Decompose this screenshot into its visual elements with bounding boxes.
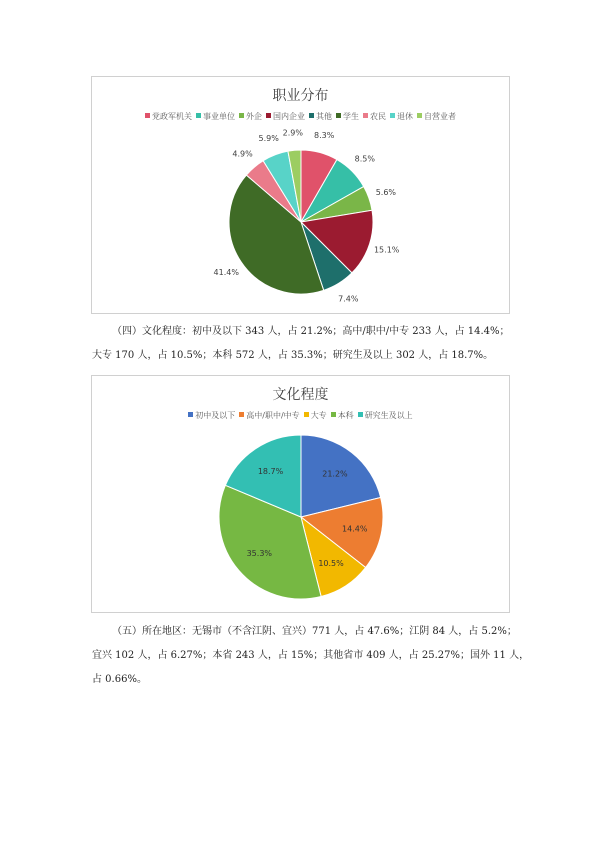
data-label: 35.3% [246, 548, 273, 558]
chart-title: 职业分布 [272, 88, 329, 104]
data-label: 18.7% [257, 467, 284, 477]
data-label: 14.4% [342, 524, 368, 534]
education-chart [91, 375, 510, 613]
legend-label: 农民 [370, 112, 386, 121]
pie-chart-svg [92, 77, 509, 313]
data-label: 15.1% [373, 245, 400, 255]
data-label: 10.5% [318, 559, 344, 569]
paragraph-line: （四）文化程度：初中及以下 343 人，占 21.2%；高中/职中/中专 233 人，占 14.4%； [112, 326, 510, 337]
pie-chart-svg [92, 376, 509, 612]
legend-label: 学生 [343, 112, 359, 121]
occupation-chart [91, 76, 510, 314]
education-paragraph [92, 320, 512, 368]
legend-label: 其他 [316, 112, 332, 121]
data-label: 8.3% [314, 131, 335, 141]
data-label: 41.4% [213, 268, 239, 278]
legend-label: 党政军机关 [152, 112, 192, 121]
legend-label: 国内企业 [273, 112, 305, 121]
data-label: 7.4% [338, 294, 359, 304]
legend-label: 高中/职中/中专 [246, 411, 300, 420]
legend-label: 外企 [246, 112, 262, 121]
legend-label: 事业单位 [203, 112, 235, 121]
legend-label: 退休 [397, 112, 413, 121]
legend-label: 初中及以下 [195, 411, 236, 420]
data-label: 2.9% [282, 128, 303, 138]
paragraph-line: 大专 170 人，占 10.5%；本科 572 人，占 35.3%；研究生及以上 302 人，占 18.7%。 [92, 350, 494, 361]
data-label: 21.2% [322, 469, 348, 479]
data-label: 8.5% [354, 154, 376, 164]
data-label: 5.9% [258, 134, 279, 144]
legend-label: 自营业者 [424, 112, 456, 121]
region-paragraph [92, 620, 530, 692]
paragraph-line: 宜兴 102 人，占 6.27%；本省 243 人，占 15%；其他省市 409 人，占 25.27%；国外 11 人， [92, 650, 530, 661]
legend-label: 大专 [310, 411, 327, 420]
paragraph-line: （五）所在地区：无锡市（不含江阴、宜兴）771 人，占 47.6%；江阴 84 人，占 5.2%； [112, 626, 517, 637]
data-label: 4.9% [232, 149, 253, 159]
chart-title: 文化程度 [272, 387, 329, 403]
legend-label: 研究生及以上 [364, 411, 413, 420]
data-label: 5.6% [375, 188, 397, 198]
paragraph-line: 占 0.66%。 [92, 674, 147, 685]
legend-label: 本科 [337, 411, 354, 420]
